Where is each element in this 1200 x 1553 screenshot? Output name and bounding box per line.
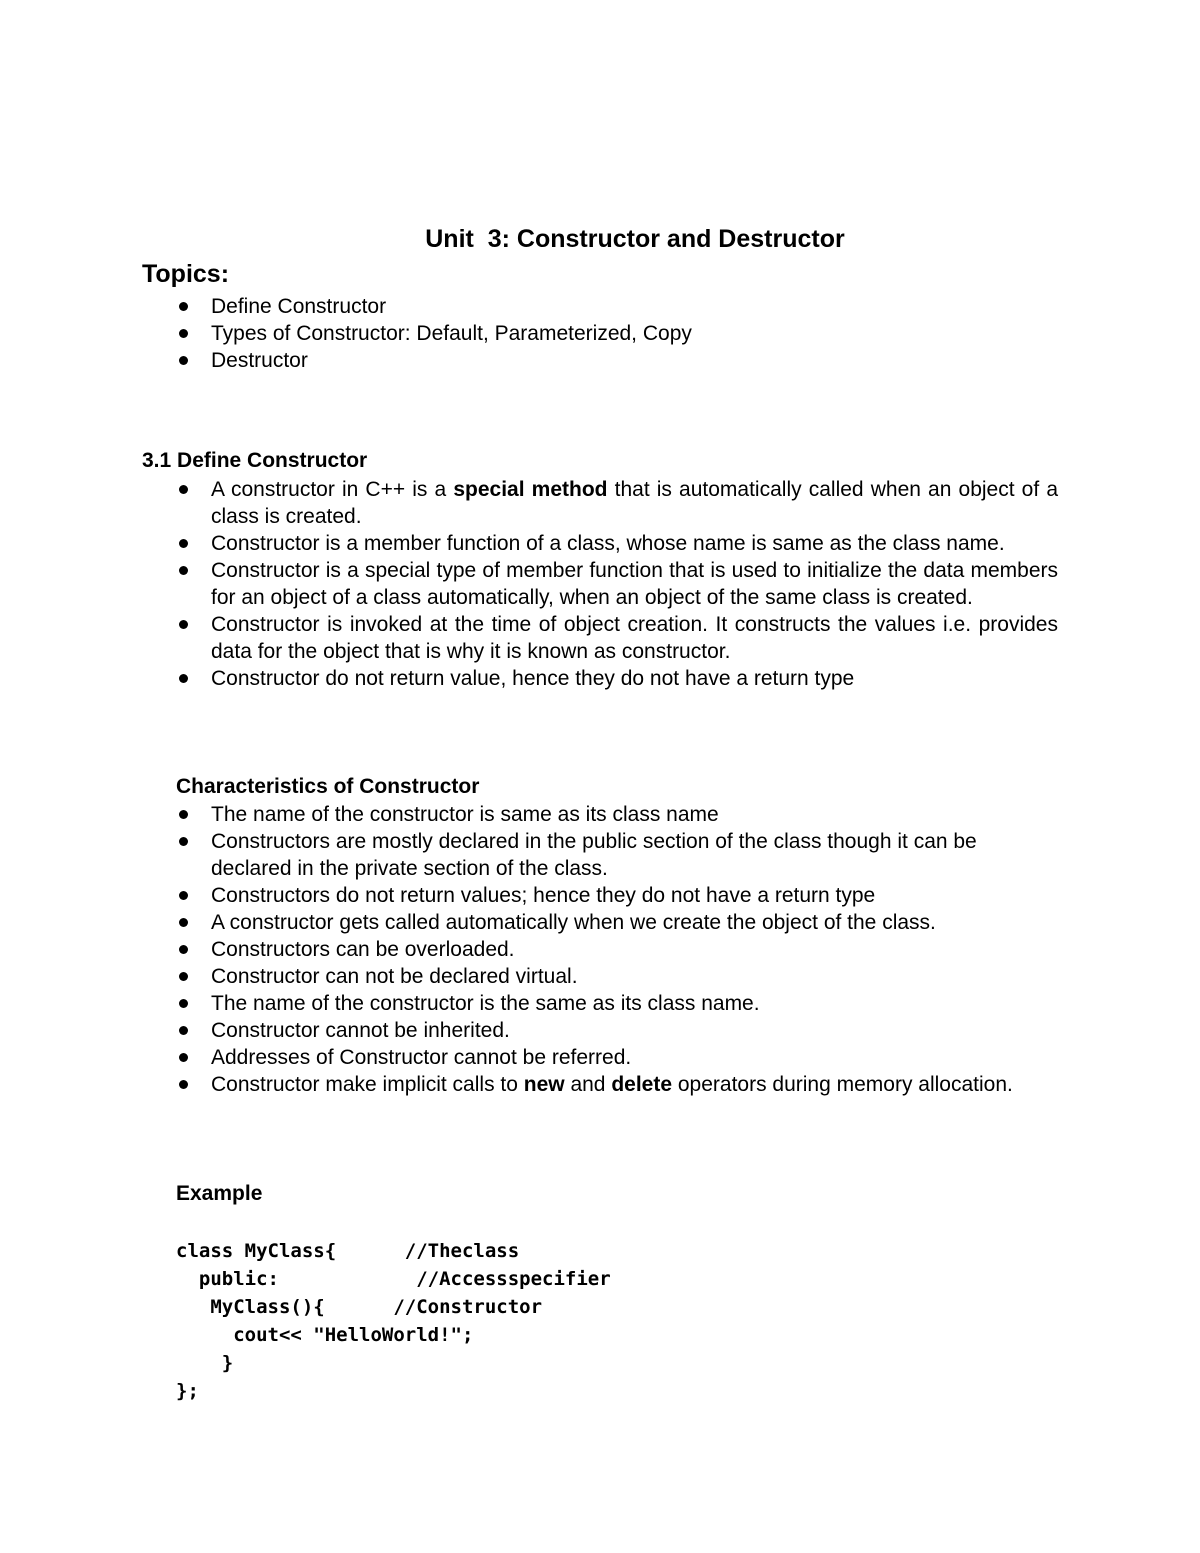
example-heading: Example <box>176 1182 263 1205</box>
list-item <box>176 293 1058 320</box>
list-item-text <box>211 476 1058 530</box>
code-line: } <box>176 1352 234 1374</box>
page-title: Unit 3: Constructor and Destructor <box>425 225 845 253</box>
text-segment: and <box>564 1073 612 1096</box>
list-item-text: Constructors are mostly declared in the public section of the class though it can be declared in the private section of the class. <box>211 830 977 880</box>
list-item-text: Addresses of Constructor cannot be referred. <box>211 1046 632 1069</box>
list-item <box>176 1017 1058 1044</box>
bold-term: special method <box>453 478 608 501</box>
bullet-icon <box>179 485 188 494</box>
bullet-icon <box>179 1080 188 1089</box>
topic-item-text: Define Constructor <box>211 295 387 318</box>
list-item <box>176 1071 1058 1098</box>
bullet-icon <box>179 972 188 981</box>
define-constructor-list <box>176 476 1058 692</box>
list-item-text: Constructor is invoked at the time of object creation. It constructs the values i.e. provides data for the object that is why it is known as constructor. <box>211 613 1058 663</box>
list-item-text: Constructor cannot be inherited. <box>211 1019 510 1042</box>
bullet-icon <box>179 999 188 1008</box>
bullet-icon <box>179 539 188 548</box>
bullet-icon <box>179 810 188 819</box>
bullet-icon <box>179 891 188 900</box>
code-line: MyClass(){ //Constructor <box>176 1296 543 1318</box>
text-segment: Constructor make implicit calls to <box>211 1073 524 1096</box>
code-line: }; <box>176 1380 199 1402</box>
bullet-icon <box>179 945 188 954</box>
bullet-icon <box>179 620 188 629</box>
bullet-icon <box>179 837 188 846</box>
bold-term-delete: delete <box>611 1073 673 1096</box>
list-item-text: Constructors do not return values; hence they do not have a return type <box>211 884 876 907</box>
list-item-text: Constructor can not be declared virtual. <box>211 965 578 988</box>
list-item <box>176 347 1058 374</box>
code-line: class MyClass{ //Theclass <box>176 1240 520 1262</box>
code-line: public: //Accessspecifier <box>176 1268 611 1290</box>
list-item <box>176 1044 1058 1071</box>
list-item <box>176 801 1058 828</box>
code-line: cout<< "HelloWorld!"; <box>176 1324 474 1346</box>
bullet-icon <box>179 356 188 365</box>
list-item <box>176 909 1058 936</box>
topics-heading: Topics: <box>142 260 230 288</box>
list-item <box>176 611 1058 665</box>
bullet-icon <box>179 1026 188 1035</box>
code-block <box>176 1237 611 1405</box>
bullet-icon <box>179 1053 188 1062</box>
characteristics-heading: Characteristics of Constructor <box>176 775 480 798</box>
list-item-text: The name of the constructor is same as its class name <box>211 803 719 826</box>
bullet-icon <box>179 566 188 575</box>
text-segment: that is automatically called when an object of a class is created. <box>211 478 1058 528</box>
topic-item-text: Types of Constructor: Default, Parameterized, Copy <box>211 322 692 345</box>
bullet-icon <box>179 329 188 338</box>
characteristics-list <box>176 801 1058 1098</box>
list-item <box>176 963 1058 990</box>
list-item-text: Constructor is a special type of member function that is used to initialize the data members for an object of a class automatically, when an object of the same class is created. <box>211 559 1058 609</box>
list-item <box>176 320 1058 347</box>
section-heading-define-constructor: 3.1 Define Constructor <box>142 449 368 472</box>
bullet-icon <box>179 674 188 683</box>
bullet-icon <box>179 918 188 927</box>
list-item <box>176 936 1058 963</box>
list-item-text: Constructors can be overloaded. <box>211 938 515 961</box>
list-item <box>176 882 1058 909</box>
list-item <box>176 990 1058 1017</box>
list-item-text: The name of the constructor is the same as its class name. <box>211 992 760 1015</box>
topic-item-text: Destructor <box>211 349 308 372</box>
list-item-text: Constructor is a member function of a class, whose name is same as the class name. <box>211 532 1005 555</box>
list-item-text: Constructor do not return value, hence they do not have a return type <box>211 667 855 690</box>
list-item <box>176 530 1058 557</box>
topics-list <box>176 293 1058 374</box>
list-item <box>176 476 1058 530</box>
list-item-text <box>211 1071 1058 1098</box>
bold-term-new: new <box>523 1073 565 1096</box>
list-item-text: A constructor gets called automatically when we create the object of the class. <box>211 911 936 934</box>
text-segment: operators during memory allocation. <box>672 1073 1013 1096</box>
text-segment: A constructor in C++ is a <box>211 478 454 501</box>
list-item <box>176 828 1058 882</box>
list-item <box>176 665 1058 692</box>
bullet-icon <box>179 302 188 311</box>
list-item <box>176 557 1058 611</box>
